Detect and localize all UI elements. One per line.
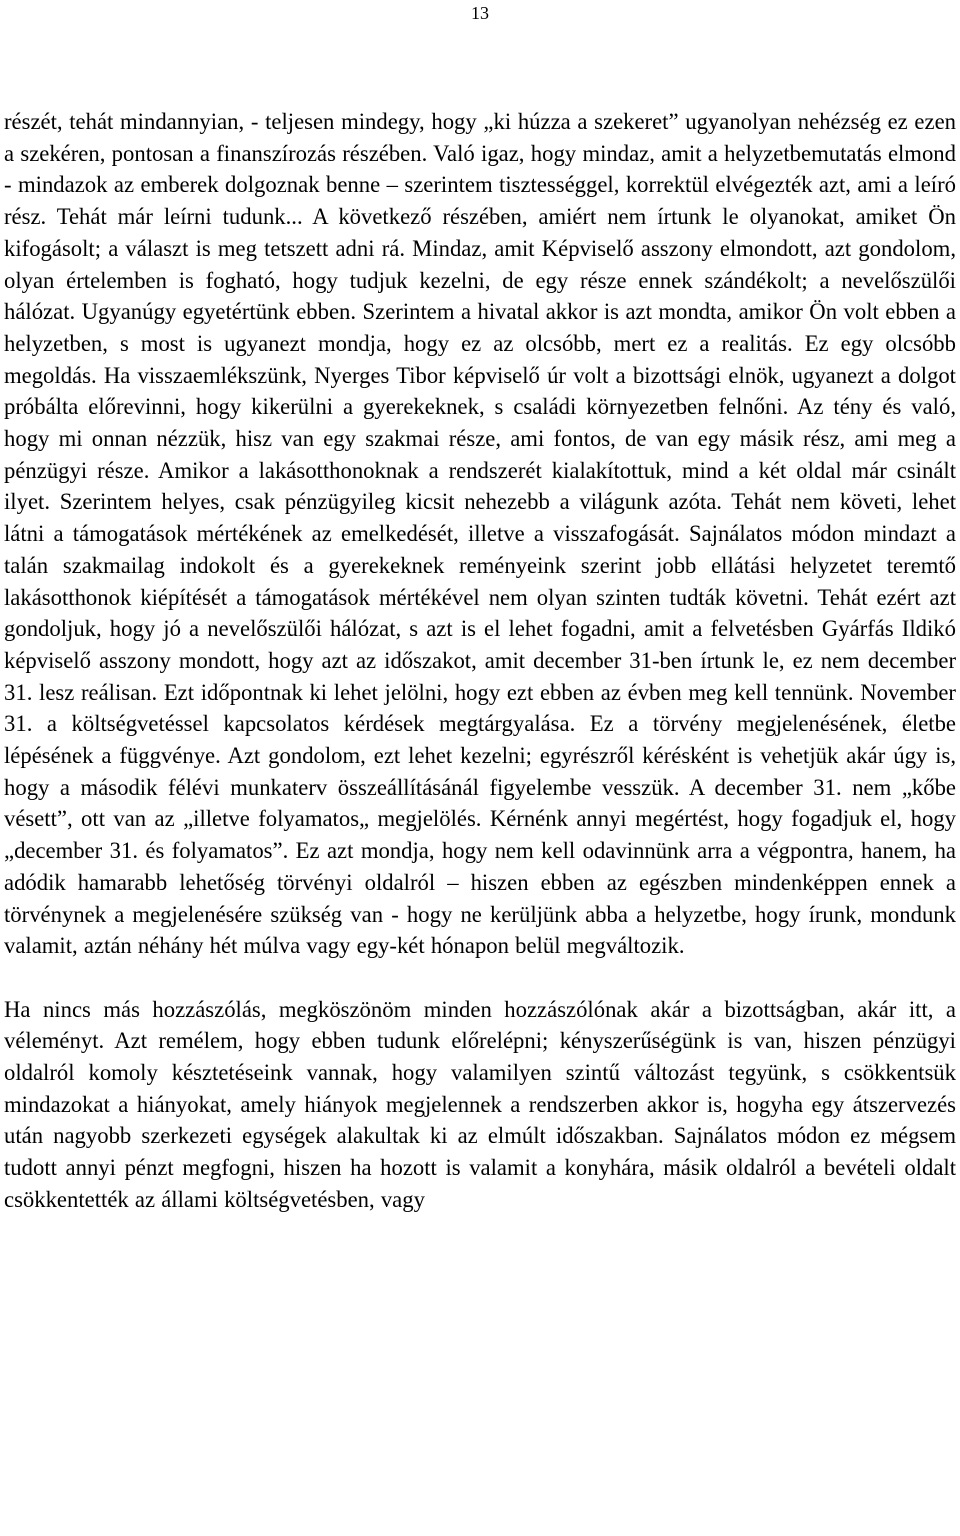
paragraph: Ha nincs más hozzászólás, megköszönöm minden hozzászólónak akár a bizottságban, akár itt, a véleményt. Azt remélem, hogy ebben tudunk előrelépni; kényszerűségünk is van, hiszen pénzügyi oldalról komoly késztetéseink vannak, hogy valamilyen szintű változást tegyünk, s csökkentsük mindazokat a hiányokat, amely hiányok megjelennek a rendszerben akkor is, hogyha egy átszervezés után nagyobb szerkezeti egységek alakultak ki az elmúlt időszakban. Sajnálatos módon ez mégsem tudott annyi pénzt megfogni, hiszen ha hozott is valamit a konyhára, másik oldalról a bevételi oldalt csökkentették az állami költségvetésben, vagy (4, 996, 956, 1212)
page-number: 13 (471, 3, 489, 23)
paragraph: részét, tehát mindannyian, - teljesen mindegy, hogy „ki húzza a szekeret” ugyanolyan nehézség ez ezen a szekéren, pontosan a finanszírozás részében. Való igaz, hogy mindaz, amit a helyzetbemutatás elmond - mindazok az emberek dolgoznak benne – szerintem tisztességgel, korrektül elvégezték azt, ami a leíró rész. Tehát már leírni tudunk... A következő részében, amiért nem írtunk le olyanokat, amiket Ön kifogásolt; a választ is meg tetszett adni rá. Mindaz, amit Képviselő asszony elmondott, azt gondolom, olyan értelemben is fogható, hogy tudjuk kezelni, de egy része ennek szándékolt; a nevelőszülői hálózat. Ugyanúgy egyetértünk ebben. Szerintem a hivatal akkor is azt mondta, amikor Ön volt ebben a helyzetben, s most is ugyanezt mondja, hogy ez az olcsóbb, mert ez a realitás. Ez egy olcsóbb megoldás. Ha visszaemlékszünk, Nyerges Tibor képviselő úr volt a bizottsági elnök, ugyanezt a dolgot próbálta előrevinni, hogy kikerülni a gyerekeknek, s családi környezetben felnőni. Az tény és való, hogy mi onnan nézzük, hisz van egy szakmai része, ami fontos, de van egy másik rész, ami meg a pénzügyi része. Amikor a lakásotthonoknak a rendszerét kialakítottuk, mind a két oldal már csinált ilyet. Szerintem helyes, csak pénzügyileg kicsit nehezebb a világunk azóta. Tehát nem követi, lehet látni a támogatások mértékének az emelkedését, illetve a visszafogását. Sajnálatos módon mindazt a talán szakmailag indokolt és a gyerekeknek reményeink szerint jobb ellátási helyzetet teremtő lakásotthonok kiépítését a támogatások mértékével nem olyan szinten tudták követni. Tehát ezért azt gondoljuk, hogy jó a nevelőszülői hálózat, s azt is el lehet fogadni, amit a felvetésben Gyárfás Ildikó képviselő asszony mondott, hogy azt az időszakot, amit december 31-ben írtunk le, ez nem december 31. lesz reálisan. Ezt időpontnak ki lehet jelölni, hogy ezt ebben az évben meg kell tennünk. November 31. a költségvetéssel kapcsolatos kérdések megtárgyalása. Ez a törvény megjelenésének, életbe lépésének a függvénye. Azt gondolom, ezt lehet kezelni; egyrészről kérésként is vehetjük akár úgy is, hogy a második félévi munkaterv összeállításánál figyelembe vesszük. A december 31. nem „kőbe vésett”, ott van az „illetve folyamatos„ megjelölés. Kérnénk annyi megértést, hogy fogadjuk el, hogy „december 31. és folyamatos”. Ez azt mondja, hogy nem kell odavinnünk arra a végpontra, hanem, ha adódik hamarabb lehetőség törvényi oldalról – hiszen ebben az egészben mindenképpen ennek a törvénynek a megjelenésére szükség van - hogy ne kerüljünk abba a helyzetbe, hogy írunk, mondunk valamit, aztán néhány hét múlva vagy egy-két hónapon belül megváltozik. (4, 109, 956, 959)
document-body (4, 106, 956, 1216)
